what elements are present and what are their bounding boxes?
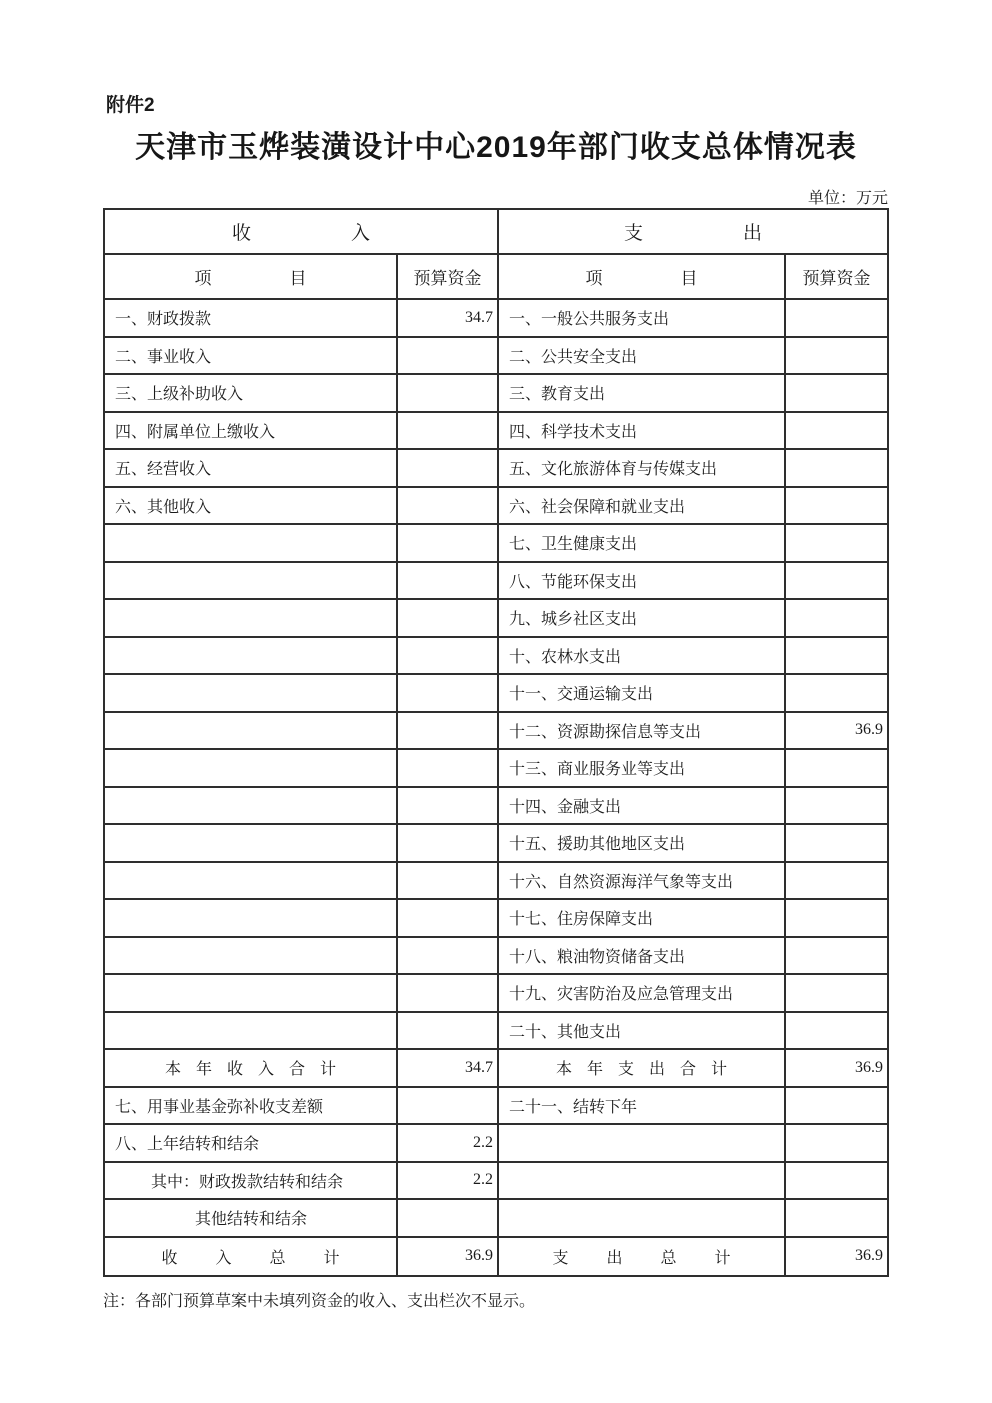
income-budget-column-header: 预算资金 [398, 255, 499, 300]
expense-budget-cell [786, 863, 887, 901]
expense-item-cell: 六、社会保障和就业支出 [499, 488, 786, 526]
expense-budget-cell [786, 375, 887, 413]
expense-budget-cell [786, 1125, 887, 1163]
income-item-cell [105, 675, 398, 713]
expense-budget-cell [786, 638, 887, 676]
income-item-cell [105, 863, 398, 901]
income-budget-cell [398, 488, 499, 526]
expense-budget-cell [786, 1200, 887, 1238]
income-item-cell [105, 788, 398, 826]
income-budget-cell [398, 1013, 499, 1051]
expense-item-cell: 支出总计 [499, 1238, 786, 1276]
expense-budget-cell [786, 563, 887, 601]
income-item-cell: 二、事业收入 [105, 338, 398, 376]
expense-budget-cell [786, 750, 887, 788]
expense-section-header [499, 210, 887, 255]
income-item-cell: 八、上年结转和结余 [105, 1125, 398, 1163]
expense-section-label: 支出 [623, 223, 862, 244]
expense-item-cell: 四、科学技术支出 [499, 413, 786, 451]
income-item-column-header: 项目 [105, 255, 398, 300]
income-item-cell [105, 563, 398, 601]
expense-budget-cell [786, 975, 887, 1013]
income-budget-cell [398, 900, 499, 938]
expense-budget-cell [786, 488, 887, 526]
income-item-cell: 五、经营收入 [105, 450, 398, 488]
expense-item-cell: 十四、金融支出 [499, 788, 786, 826]
income-item-cell [105, 1013, 398, 1051]
income-item-cell [105, 975, 398, 1013]
income-item-cell: 其他结转和结余 [105, 1200, 398, 1238]
income-budget-cell [398, 788, 499, 826]
income-item-cell: 其中：财政拨款结转和结余 [105, 1163, 398, 1201]
income-item-cell: 三、上级补助收入 [105, 375, 398, 413]
expense-item-cell [499, 1163, 786, 1201]
income-item-cell [105, 638, 398, 676]
page-title: 天津市玉烨装潢设计中心2019年部门收支总体情况表 [135, 131, 857, 164]
income-section-label: 收入 [231, 223, 470, 244]
income-item-cell [105, 938, 398, 976]
income-item-cell: 七、用事业基金弥补收支差额 [105, 1088, 398, 1126]
expense-budget-cell: 36.9 [786, 1050, 887, 1088]
income-budget-cell [398, 975, 499, 1013]
expense-budget-cell [786, 413, 887, 451]
expense-item-cell: 十七、住房保障支出 [499, 900, 786, 938]
income-budget-cell [398, 375, 499, 413]
expense-budget-cell [786, 1013, 887, 1051]
income-budget-cell: 34.7 [398, 1050, 499, 1088]
income-budget-cell [398, 750, 499, 788]
income-item-cell: 六、其他收入 [105, 488, 398, 526]
income-budget-cell: 36.9 [398, 1238, 499, 1276]
income-budget-cell [398, 600, 499, 638]
expense-item-cell: 十三、商业服务业等支出 [499, 750, 786, 788]
expense-item-cell: 三、教育支出 [499, 375, 786, 413]
expense-item-cell [499, 1125, 786, 1163]
expense-item-cell: 十五、援助其他地区支出 [499, 825, 786, 863]
income-budget-cell [398, 563, 499, 601]
expense-item-cell: 八、节能环保支出 [499, 563, 786, 601]
budget-table [103, 208, 889, 1277]
expense-budget-cell [786, 788, 887, 826]
income-budget-cell [398, 713, 499, 751]
income-item-cell [105, 713, 398, 751]
income-budget-cell [398, 1200, 499, 1238]
income-item-cell: 一、财政拨款 [105, 300, 398, 338]
expense-item-column-header: 项目 [499, 255, 786, 300]
expense-item-cell [499, 1200, 786, 1238]
expense-item-cell: 二十一、结转下年 [499, 1088, 786, 1126]
expense-item-cell: 一、一般公共服务支出 [499, 300, 786, 338]
income-budget-cell [398, 825, 499, 863]
income-item-cell: 本年收入合计 [105, 1050, 398, 1088]
expense-item-cell: 十六、自然资源海洋气象等支出 [499, 863, 786, 901]
expense-item-cell: 本年支出合计 [499, 1050, 786, 1088]
expense-item-cell: 九、城乡社区支出 [499, 600, 786, 638]
expense-budget-cell [786, 450, 887, 488]
expense-budget-cell: 36.9 [786, 713, 887, 751]
income-item-cell: 四、附属单位上缴收入 [105, 413, 398, 451]
income-budget-cell [398, 863, 499, 901]
income-budget-cell: 34.7 [398, 300, 499, 338]
expense-item-cell: 十二、资源勘探信息等支出 [499, 713, 786, 751]
expense-item-cell: 五、文化旅游体育与传媒支出 [499, 450, 786, 488]
income-budget-cell [398, 1088, 499, 1126]
income-section-header [105, 210, 499, 255]
expense-budget-cell [786, 600, 887, 638]
expense-budget-cell: 36.9 [855, 1247, 883, 1265]
income-budget-cell [398, 938, 499, 976]
income-item-cell: 收入总计 [105, 1238, 398, 1276]
expense-budget-cell [786, 1088, 887, 1126]
income-item-cell [105, 900, 398, 938]
income-budget-cell: 2.2 [398, 1125, 499, 1163]
income-item-cell [105, 525, 398, 563]
expense-item-cell: 十九、灾害防治及应急管理支出 [499, 975, 786, 1013]
expense-budget-cell [786, 938, 887, 976]
income-item-cell [105, 600, 398, 638]
expense-item-cell: 二、公共安全支出 [499, 338, 786, 376]
expense-item-cell: 十、农林水支出 [499, 638, 786, 676]
income-budget-cell: 2.2 [398, 1163, 499, 1201]
expense-budget-cell [786, 675, 887, 713]
unit-label: 单位：万元 [807, 190, 888, 207]
income-budget-cell [398, 638, 499, 676]
income-budget-cell [398, 413, 499, 451]
expense-budget-cell [786, 525, 887, 563]
attachment-label: 附件2 [106, 95, 155, 116]
expense-item-cell: 二十、其他支出 [499, 1013, 786, 1051]
expense-item-cell: 十八、粮油物资储备支出 [499, 938, 786, 976]
expense-budget-cell [786, 825, 887, 863]
expense-budget-cell [786, 1163, 887, 1201]
income-budget-cell [398, 675, 499, 713]
expense-item-cell: 七、卫生健康支出 [499, 525, 786, 563]
expense-budget-column-header: 预算资金 [786, 255, 887, 300]
expense-budget-cell [786, 300, 887, 338]
income-budget-cell [398, 525, 499, 563]
income-item-cell [105, 825, 398, 863]
income-budget-cell [398, 338, 499, 376]
expense-budget-cell [786, 900, 887, 938]
income-item-cell [105, 750, 398, 788]
expense-budget-cell [786, 338, 887, 376]
income-budget-cell [398, 450, 499, 488]
expense-item-cell: 十一、交通运输支出 [499, 675, 786, 713]
footnote: 注：各部门预算草案中未填列资金的收入、支出栏次不显示。 [103, 1293, 536, 1310]
